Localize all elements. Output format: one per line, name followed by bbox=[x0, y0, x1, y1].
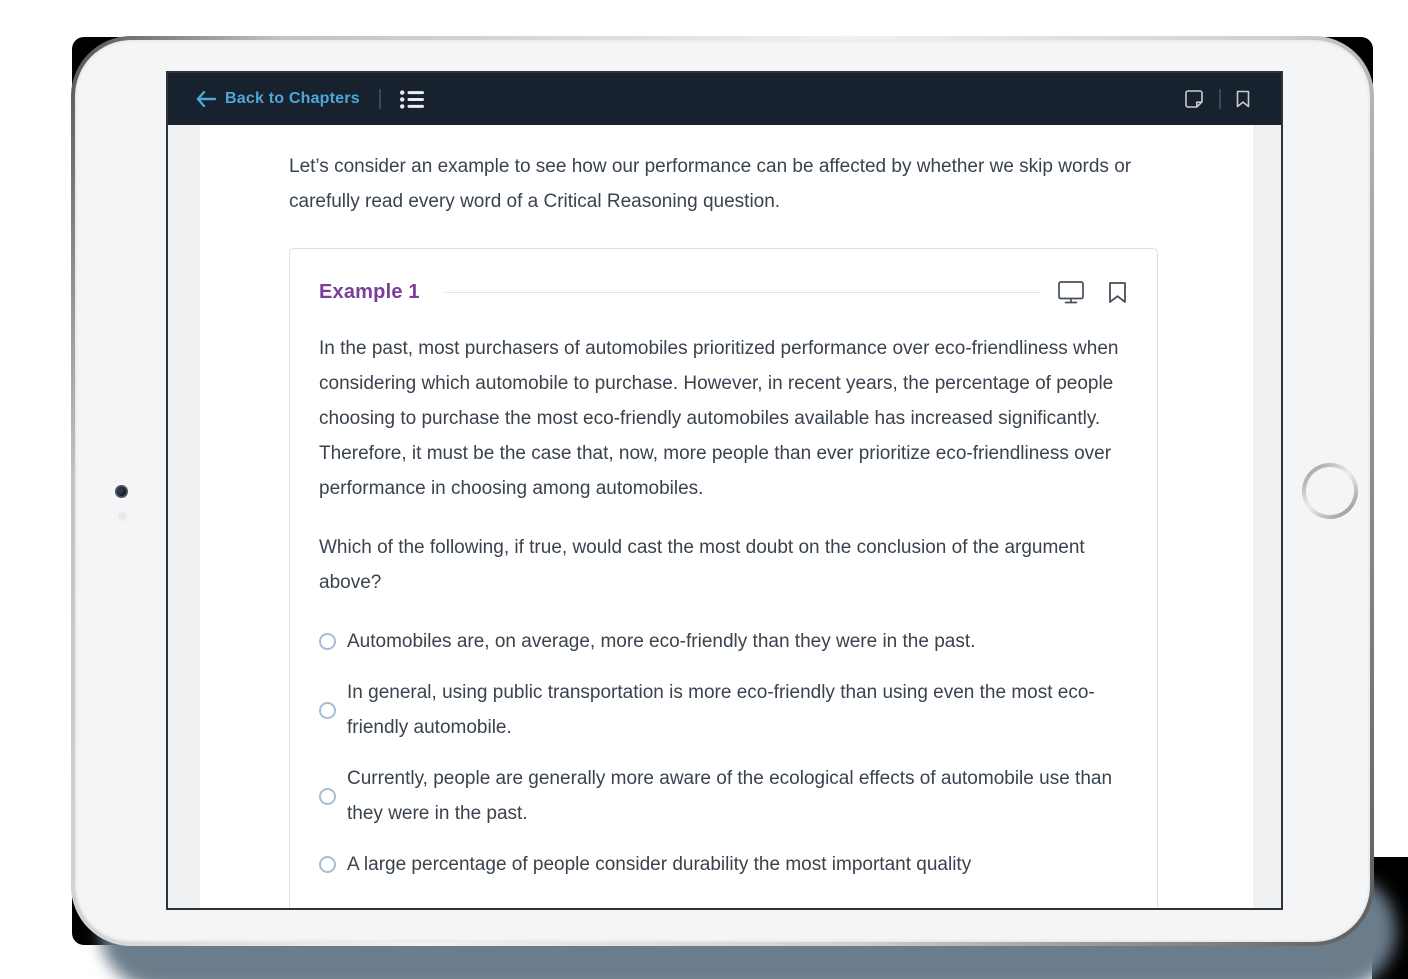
example-card-header bbox=[319, 281, 1127, 304]
chapter-list-icon[interactable] bbox=[400, 90, 424, 109]
answer-option-4[interactable] bbox=[319, 847, 1127, 908]
screen bbox=[166, 71, 1283, 910]
back-to-chapters-link[interactable] bbox=[196, 90, 360, 108]
note-page-icon[interactable] bbox=[1184, 89, 1204, 109]
page-background bbox=[168, 125, 1281, 908]
header-divider bbox=[379, 89, 381, 109]
left-arrow-icon bbox=[196, 91, 216, 107]
app-header-left bbox=[196, 89, 424, 109]
example-title: Example 1 bbox=[319, 281, 420, 303]
light-sensor-dot bbox=[118, 512, 127, 521]
answer-option-2[interactable] bbox=[319, 675, 1127, 745]
tablet-device bbox=[71, 36, 1374, 946]
radio-button-2[interactable] bbox=[319, 702, 336, 719]
app-header bbox=[168, 73, 1281, 125]
answer-option-4-label: A large percentage of people consider durability the most important quality bbox=[347, 854, 972, 875]
radio-button-1[interactable] bbox=[319, 633, 336, 650]
radio-button-3[interactable] bbox=[319, 788, 336, 805]
lesson-page bbox=[200, 125, 1253, 908]
home-button-inner bbox=[1306, 467, 1354, 515]
example-card bbox=[289, 248, 1158, 908]
front-camera-dot bbox=[115, 485, 128, 498]
header-right-divider bbox=[1219, 89, 1221, 109]
home-button[interactable] bbox=[1302, 463, 1358, 519]
header-bookmark-icon[interactable] bbox=[1236, 90, 1250, 108]
answer-option-1-label: Automobiles are, on average, more eco-friendly than they were in the past. bbox=[347, 631, 976, 652]
app-header-right bbox=[1184, 89, 1250, 109]
answer-option-3[interactable] bbox=[319, 761, 1127, 831]
passage-text: In the past, most purchasers of automobiles prioritized performance over eco-friendliness when considering which automobile to purchase. However, in recent years, the percentage of people choosing to purchase the most eco-friendly automobiles available has increased significantly. Therefore, it must be the case that, now, more people than ever prioritize eco-friendliness over performance in choosing among automobiles. bbox=[319, 338, 1119, 499]
example-header-rule bbox=[445, 292, 1040, 293]
answer-option-3-label: Currently, people are generally more aware of the ecological effects of automobile use than they were in the past. bbox=[347, 768, 1113, 824]
radio-button-4[interactable] bbox=[319, 856, 336, 873]
answer-option-1[interactable] bbox=[319, 624, 1127, 659]
answer-options bbox=[319, 624, 1127, 908]
question-text: Which of the following, if true, would cast the most doubt on the conclusion of the argument above? bbox=[319, 537, 1085, 593]
monitor-icon[interactable] bbox=[1058, 281, 1084, 304]
tablet-bezel bbox=[75, 40, 1370, 942]
example-bookmark-icon[interactable] bbox=[1108, 281, 1127, 304]
answer-option-2-label: In general, using public transportation is more eco-friendly than using even the most eco-friendly automobile. bbox=[347, 682, 1095, 738]
intro-text: Let’s consider an example to see how our performance can be affected by whether we skip words or carefully read every word of a Critical Reasoning question. bbox=[289, 156, 1132, 212]
back-to-chapters-label: Back to Chapters bbox=[225, 90, 360, 107]
